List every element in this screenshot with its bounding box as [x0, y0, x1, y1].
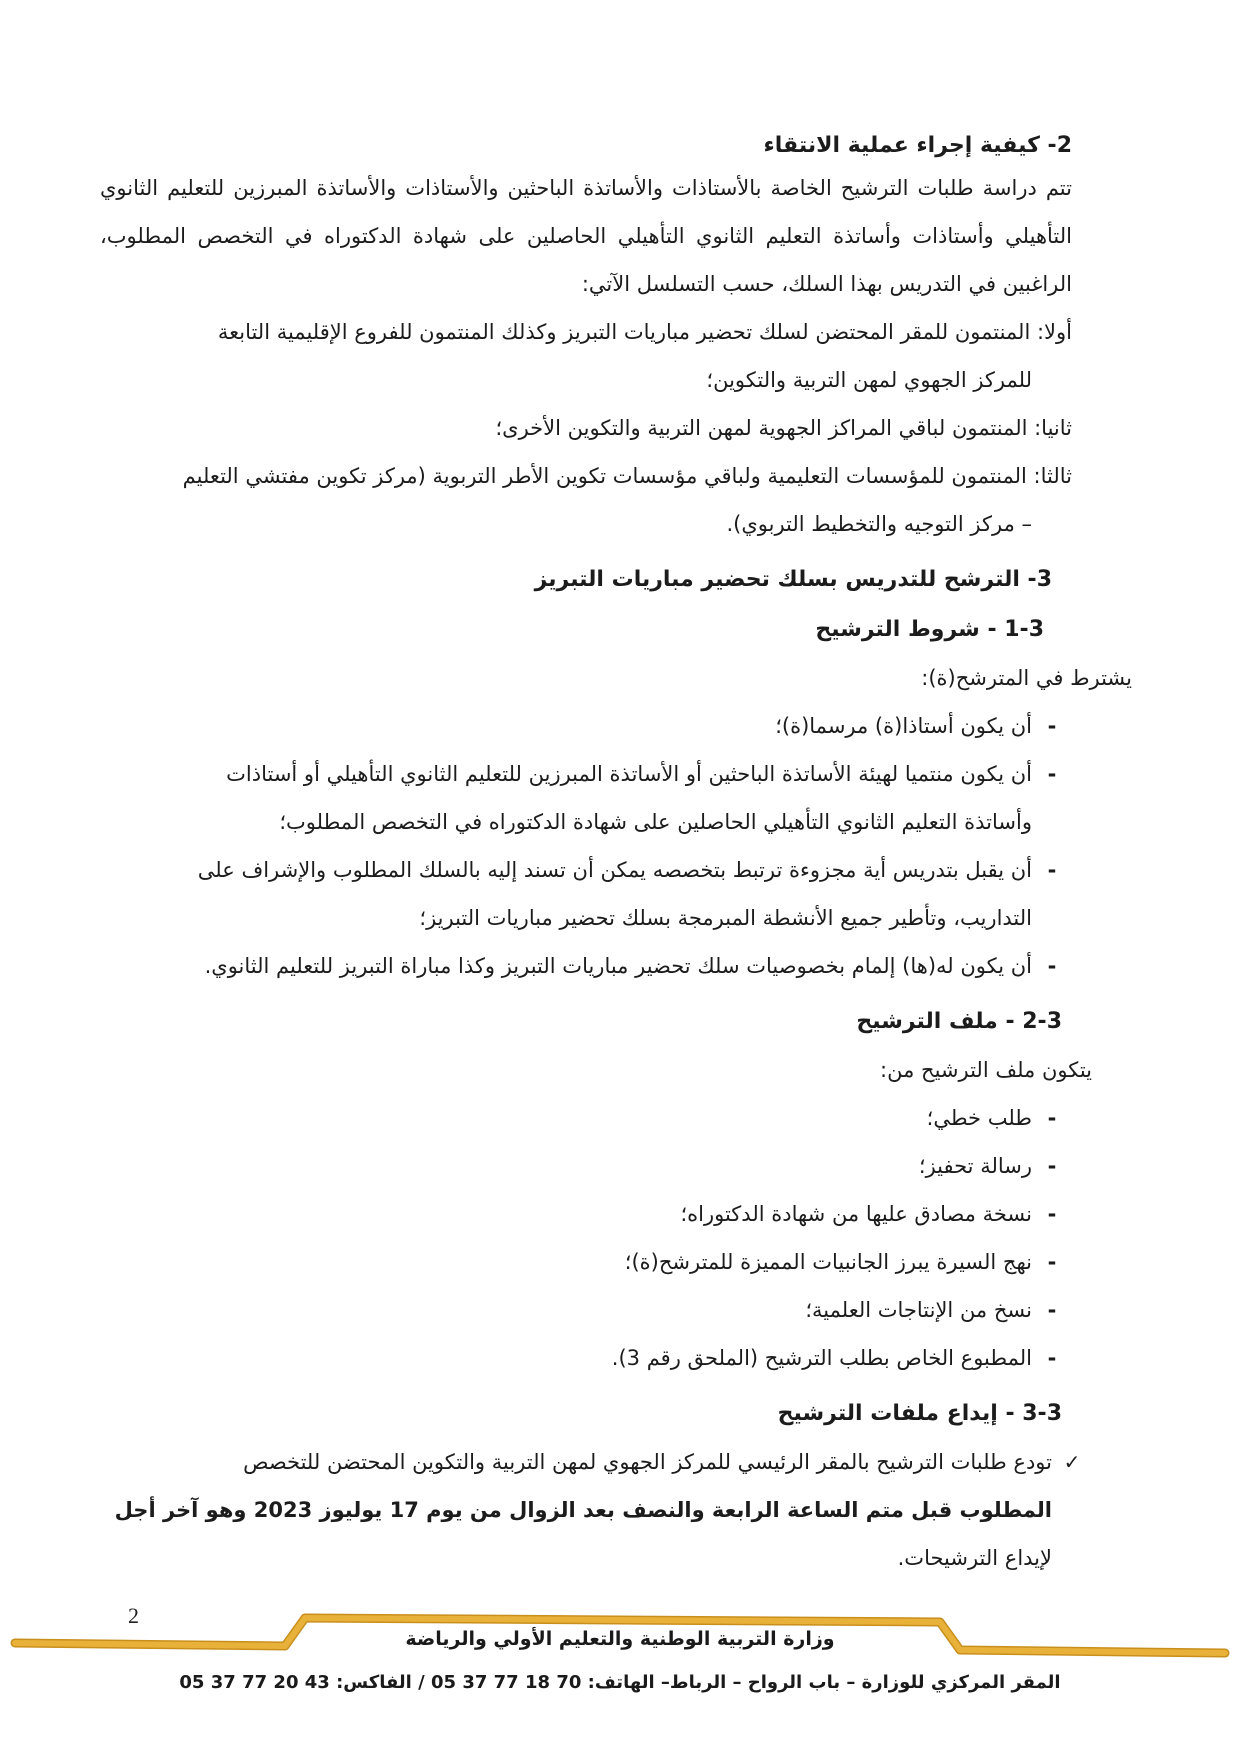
application-file-list — [100, 1094, 1072, 1382]
selection-order-item-continuation: – مركز التوجيه والتخطيط التربوي). — [726, 512, 1032, 536]
section-2-intro: تتم دراسة طلبات الترشيح الخاصة بالأستاذات والأساتذة الباحثين والأستاذات والأساتذة المبرزين للتعليم الثانوي التأهيلي وأستاذات وأساتذة التعليم الثانوي التأهيلي الحاصلين على شهادة الدكتوراه في التخصص المطلوب، الراغبين في التدريس بهذا السلك، حسب التسلسل الآتي: — [100, 176, 1072, 296]
dash-bullet-icon: - — [1047, 1154, 1057, 1178]
selection-order-item — [100, 404, 1072, 452]
condition-text: أن يكون له(ها) إلمام بخصوصيات سلك تحضير مباريات التبريز وكذا مباراة التبريز للتعليم الثانوي. — [204, 954, 1032, 978]
condition-text: أن يكون أستاذا(ة) مرسما(ة)؛ — [775, 714, 1032, 738]
selection-order-item-line: أولا: المنتمون للمقر المحتضن لسلك تحضير مباريات التبريز وكذلك المنتمون للفروع الإقليمية التابعة — [217, 320, 1072, 344]
checkmark-bullet-icon: ✓ — [1063, 1450, 1081, 1474]
file-item — [100, 1286, 1072, 1334]
subsection-3-1-intro: يشترط في المترشح(ة): — [921, 666, 1132, 690]
selection-order-item-continuation: للمركز الجهوي لمهن التربية والتكوين؛ — [706, 368, 1032, 392]
condition-text-continuation: وأساتذة التعليم الثانوي التأهيلي الحاصلين على شهادة الدكتوراه في التخصص المطلوب؛ — [279, 810, 1032, 834]
selection-order-item-line: ثانيا: المنتمون لباقي المراكز الجهوية لمهن التربية والتكوين الأخرى؛ — [495, 416, 1072, 440]
dash-bullet-icon: - — [1047, 762, 1057, 786]
page-number: 2 — [128, 1603, 139, 1628]
file-item — [100, 1094, 1072, 1142]
dash-bullet-icon: - — [1047, 858, 1057, 882]
selection-order-item — [100, 308, 1072, 404]
conditions-list — [100, 702, 1072, 990]
subsection-3-2-intro: يتكون ملف الترشيح من: — [880, 1058, 1092, 1082]
file-item-text: نهج السيرة يبرز الجانبيات المميزة للمترشح(ة)؛ — [624, 1250, 1032, 1274]
file-item-text: نسخة مصادق عليها من شهادة الدكتوراه؛ — [680, 1202, 1032, 1226]
dash-bullet-icon: - — [1047, 1346, 1057, 1370]
selection-order-item-line: ثالثا: المنتمون للمؤسسات التعليمية ولباقي مؤسسات تكوين الأطر التربوية (مركز تكوين مفتشي التعليم — [182, 464, 1072, 488]
subsection-3-2-heading: 2-3 - ملف الترشيح — [856, 1009, 1062, 1034]
document-body — [100, 128, 1132, 1582]
ministry-address: المقر المركزي للوزارة – باب الرواح – الرباط– الهاتف: 70 18 77 37 05 / الفاكس: 43 20 77 37 05 — [179, 1672, 1061, 1693]
selection-order-list — [100, 308, 1072, 548]
section-3-heading: 3- الترشح للتدريس بسلك تحضير مباريات التبريز — [534, 567, 1052, 592]
subsection-3-1-heading: 1-3 - شروط الترشيح — [815, 617, 1044, 642]
deposit-deadline-text: المطلوب قبل متم الساعة الرابعة والنصف بعد الزوال من يوم 17 يوليوز 2023 وهو آخر أجل — [114, 1498, 1052, 1522]
file-item — [100, 1238, 1072, 1286]
deposit-text-end: لإيداع الترشيحات. — [897, 1546, 1052, 1570]
condition-item — [100, 846, 1072, 942]
file-item — [100, 1190, 1072, 1238]
file-item-text: المطبوع الخاص بطلب الترشيح (الملحق رقم 3). — [611, 1346, 1032, 1370]
section-2-heading: 2- كيفية إجراء عملية الانتقاء — [763, 133, 1072, 158]
subsection-3-3-heading: 3-3 - إيداع ملفات الترشيح — [777, 1401, 1062, 1426]
file-item-text: طلب خطي؛ — [926, 1106, 1032, 1130]
dash-bullet-icon: - — [1047, 1298, 1057, 1322]
file-item — [100, 1142, 1072, 1190]
deposit-item — [100, 1438, 1092, 1582]
deposit-text: تودع طلبات الترشيح بالمقر الرئيسي للمركز الجهوي لمهن التربية والتكوين المحتضن للتخصص — [243, 1450, 1052, 1474]
selection-order-item — [100, 452, 1072, 548]
dash-bullet-icon: - — [1047, 1106, 1057, 1130]
dash-bullet-icon: - — [1047, 1202, 1057, 1226]
condition-text: أن يكون منتميا لهيئة الأساتذة الباحثين أو الأساتذة المبرزين للتعليم الثانوي التأهيلي أو أستاذات — [226, 762, 1032, 786]
condition-text: أن يقبل بتدريس أية مجزوءة ترتبط بتخصصه يمكن أن تسند إليه بالسلك المطلوب والإشراف على — [197, 858, 1032, 882]
ministry-name: وزارة التربية الوطنية والتعليم الأولي والرياضة — [405, 1628, 835, 1650]
dash-bullet-icon: - — [1047, 1250, 1057, 1274]
condition-item — [100, 942, 1072, 990]
file-item-text: نسخ من الإنتاجات العلمية؛ — [805, 1298, 1032, 1322]
condition-text-continuation: التداريب، وتأطير جميع الأنشطة المبرمجة بسلك تحضير مباريات التبريز؛ — [419, 906, 1032, 930]
dash-bullet-icon: - — [1047, 714, 1057, 738]
condition-item — [100, 750, 1072, 846]
condition-item — [100, 702, 1072, 750]
dash-bullet-icon: - — [1047, 954, 1057, 978]
file-item-text: رسالة تحفيز؛ — [918, 1154, 1032, 1178]
file-item — [100, 1334, 1072, 1382]
